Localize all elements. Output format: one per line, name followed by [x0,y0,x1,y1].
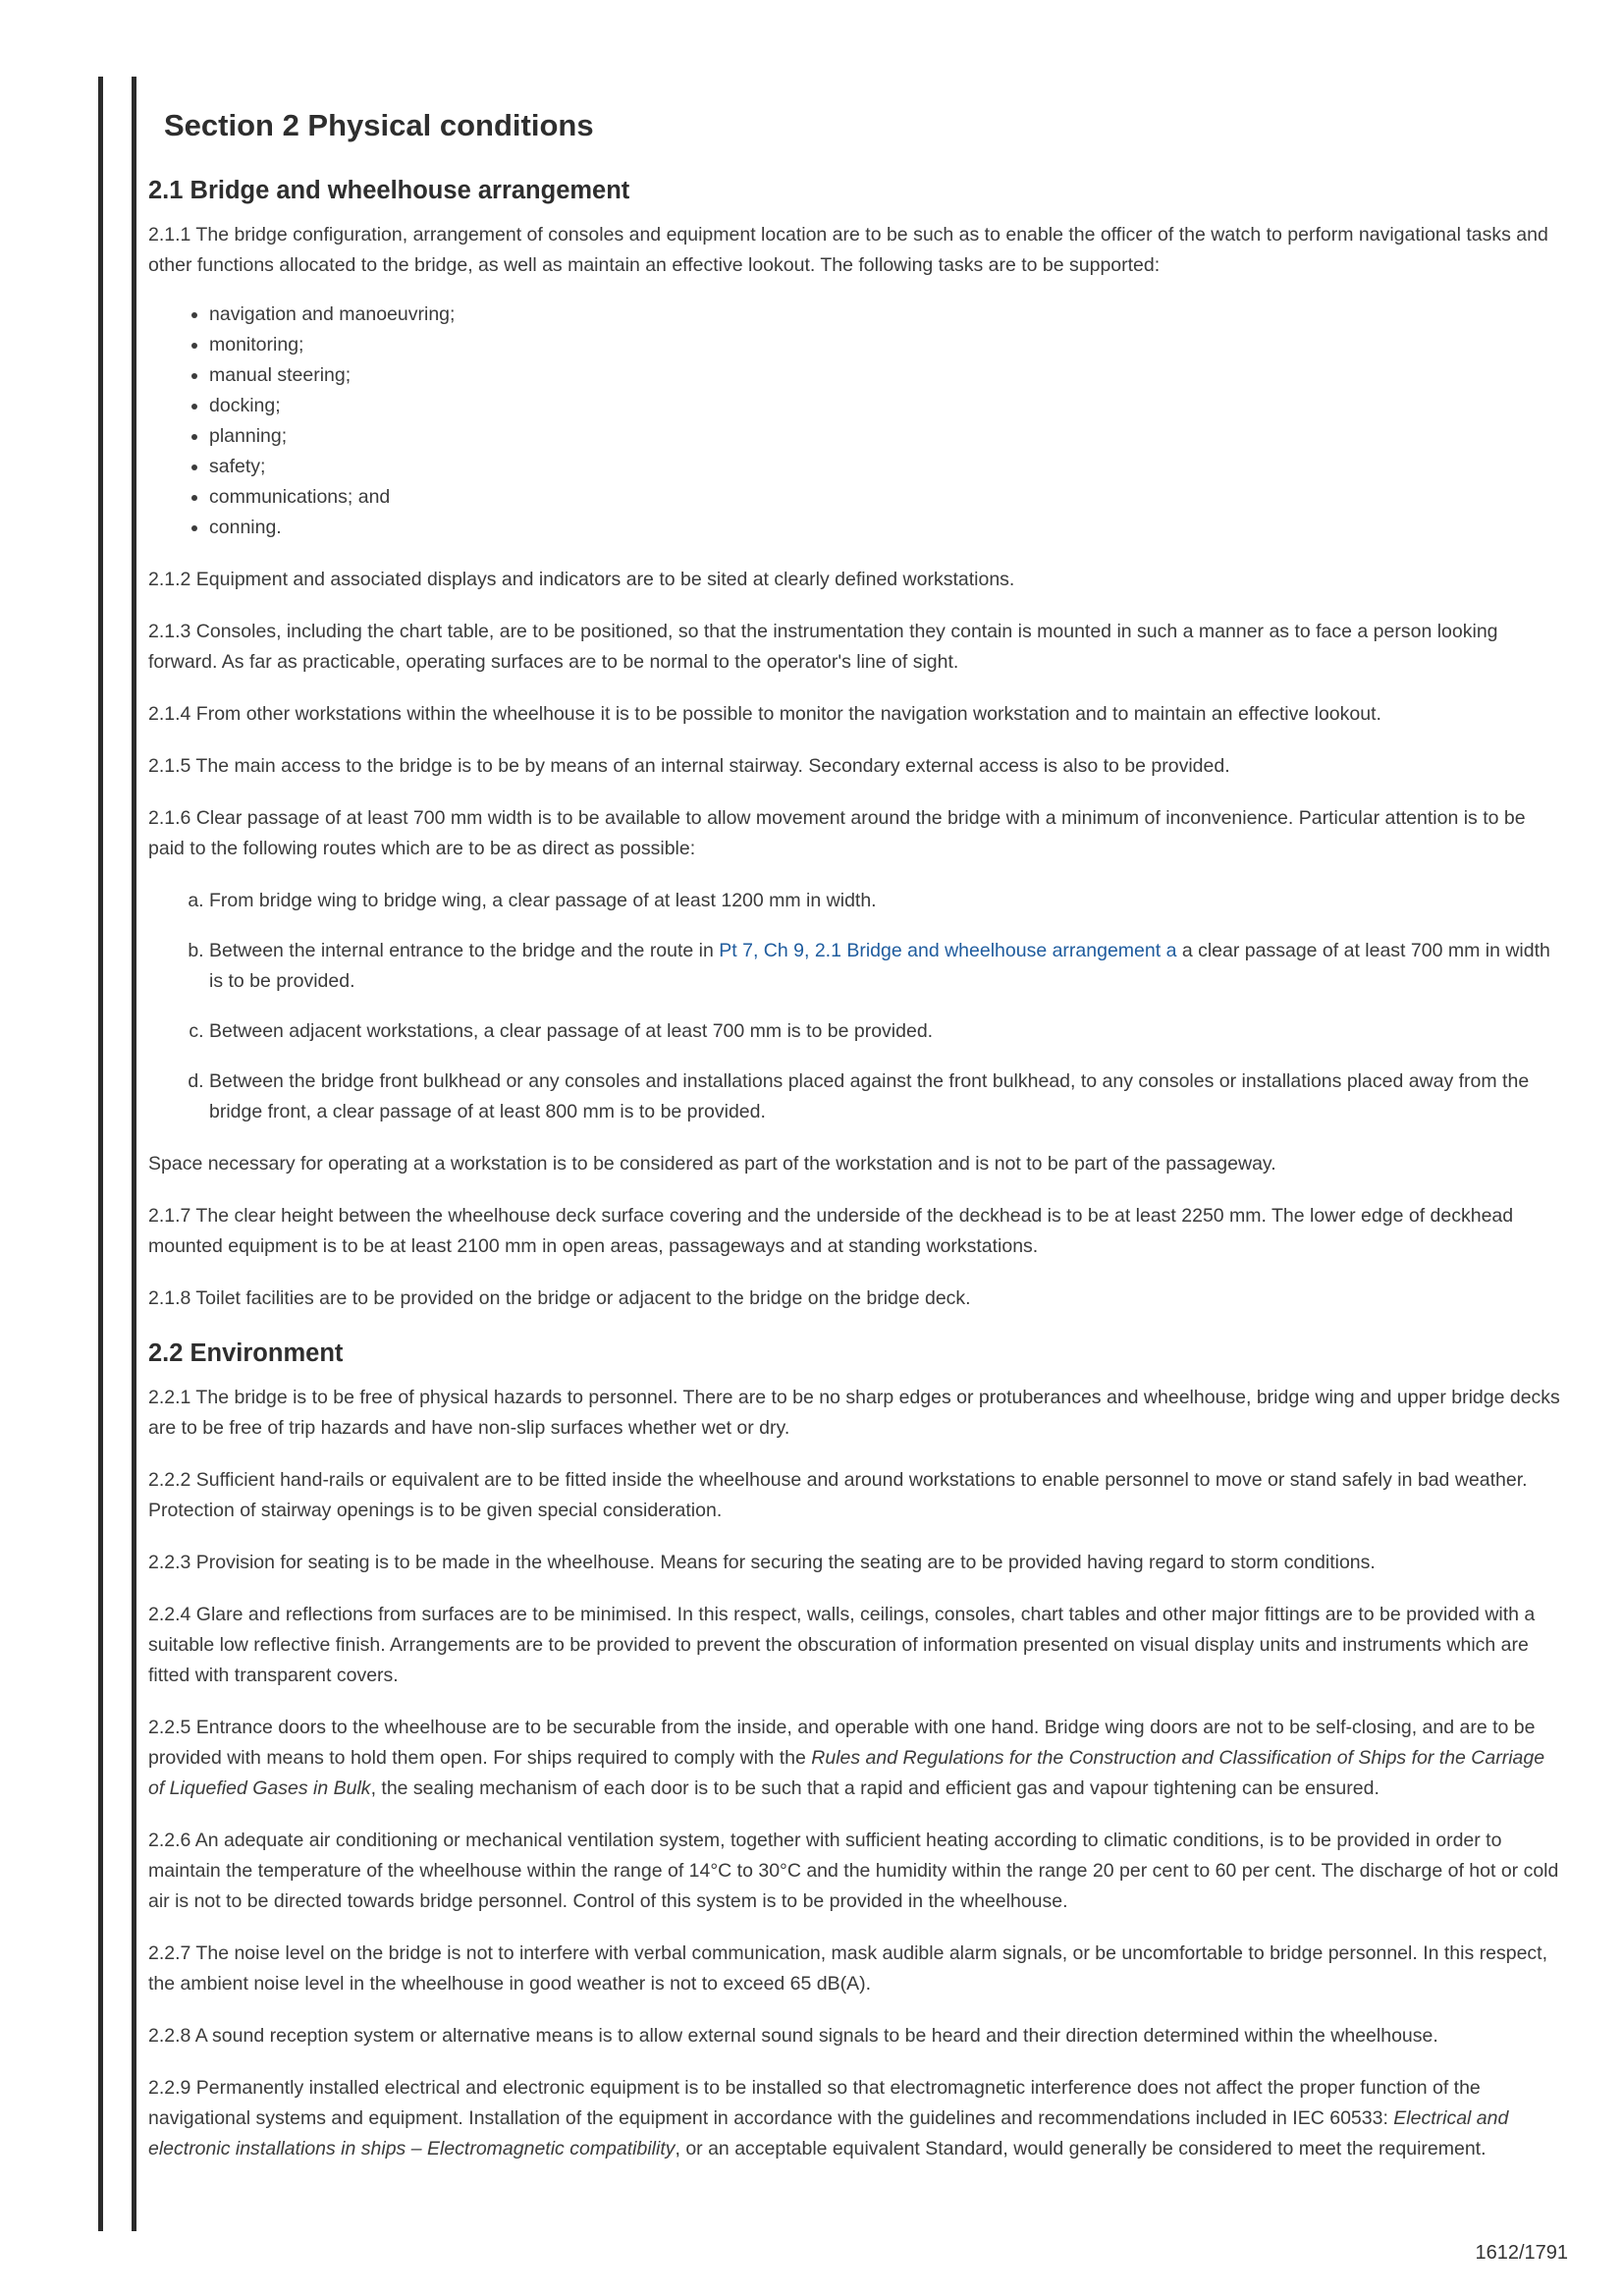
section-title: Section 2 Physical conditions [164,108,594,142]
para-space-note: Space necessary for operating at a workstation is to be considered as part of the workstation and is not to be part of the passageway. [148,1153,1276,1175]
heading-2-2: 2.2 Environment [148,1339,344,1367]
list-item: • docking; [209,391,1562,421]
para-2-2-9-start: 2.2.9 Permanently installed electrical and electronic equipment is to be installed so that electromagnetic interference does not affect the proper function of the navigational systems and equipment. Installation of the equipment in accordance with the guidelines and recommendations included in IEC 60533: [148,2077,1481,2129]
para-2-2-6: 2.2.6 An adequate air conditioning or mechanical ventilation system, together with sufficient heating according to climatic conditions, is to be provided in order to maintain the temperature of the wheelhouse within the range of 14°C to 30°C and the humidity within the range 20 per cent to 60 per cent. The discharge of hot or cold air is not to be directed towards bridge personnel. Control of this system is to be provided in the wheelhouse. [148,1830,1559,1912]
para-2-2-4: 2.2.4 Glare and reflections from surfaces are to be minimised. In this respect, walls, ceilings, consoles, chart tables and other major fittings are to be provided with a suitable low reflective finish. Arrangements are to be provided to prevent the obscuration of information presented on visual display units and instruments which are fitted with transparent covers. [148,1604,1536,1686]
task-list [148,300,1562,543]
para-2-1-6: 2.1.6 Clear passage of at least 700 mm width is to be available to allow movement around the bridge with a minimum of inconvenience. Particular attention is to be paid to the following routes which are to be as direct as possible: [148,807,1526,859]
route-d: d. Between the bridge front bulkhead or any consoles and installations placed against the front bulkhead, to any consoles or installations placed away from the bridge front, a clear passage of at least 800 mm is to be provided. [209,1066,1562,1127]
list-item: • manual steering; [209,360,1562,391]
route-b [209,936,1562,997]
para-2-2-5 [148,1713,1562,1804]
para-2-1-7: 2.1.7 The clear height between the wheelhouse deck surface covering and the underside of the deckhead is to be at least 2250 mm. The lower edge of deckhead mounted equipment is to be at least 2100 mm in open areas, passageways and at standing workstations. [148,1205,1514,1257]
route-c: c. Between adjacent workstations, a clear passage of at least 700 mm is to be provided. [209,1016,1562,1047]
left-margin-rule-inner [132,77,136,2231]
document-body [148,106,1562,2186]
para-2-2-3: 2.2.3 Provision for seating is to be made in the wheelhouse. Means for securing the seating are to be provided having regard to storm conditions. [148,1552,1376,1573]
para-2-2-7: 2.2.7 The noise level on the bridge is not to interfere with verbal communication, mask audible alarm signals, or be uncomfortable to bridge personnel. In this respect, the ambient noise level in the wheelhouse in good weather is not to exceed 65 dB(A). [148,1942,1547,1995]
para-2-2-5-end: , the sealing mechanism of each door is to be such that a rapid and efficient gas and vapour tightening can be ensured. [370,1777,1380,1799]
standard-title-italic: Electrical and electronic installations in ships – Electromagnetic compatibility [148,2107,1509,2159]
list-item: • navigation and manoeuvring; [209,300,1562,330]
left-margin-rule-outer [98,77,103,2231]
route-b-text-start: Between the internal entrance to the bridge and the route in [209,940,720,961]
list-item: • planning; [209,421,1562,452]
heading-2-1: 2.1 Bridge and wheelhouse arrangement [148,177,630,204]
para-2-1-5: 2.1.5 The main access to the bridge is to be by means of an internal stairway. Secondary external access is also to be provided. [148,755,1230,777]
para-2-2-1: 2.2.1 The bridge is to be free of physical hazards to personnel. There are to be no sharp edges or protuberances and wheelhouse, bridge wing and upper bridge decks are to be free of trip hazards and have non-slip surfaces whether wet or dry. [148,1387,1560,1439]
para-2-1-8: 2.1.8 Toilet facilities are to be provided on the bridge or adjacent to the bridge on the bridge deck. [148,1287,971,1309]
cross-reference-link[interactable]: Pt 7, Ch 9, 2.1 Bridge and wheelhouse arrangement a [719,940,1177,961]
rules-title-italic: Rules and Regulations for the Construction and Classification of Ships for the Carriage of Liquefied Gases in Bulk [148,1747,1545,1799]
para-2-1-2: 2.1.2 Equipment and associated displays and indicators are to be sited at clearly defined workstations. [148,569,1015,590]
para-2-2-5-start: 2.2.5 Entrance doors to the wheelhouse are to be securable from the inside, and operable with one hand. Bridge wing doors are not to be self-closing, and are to be provided with means to hold them open. For ships required to comply with the [148,1717,1536,1769]
para-2-1-3: 2.1.3 Consoles, including the chart table, are to be positioned, so that the instrumentation they contain is mounted in such a manner as to face a person looking forward. As far as practicable, operating surfaces are to be normal to the operator's line of sight. [148,621,1498,673]
route-a: a. From bridge wing to bridge wing, a clear passage of at least 1200 mm in width. [209,886,1562,916]
page-number: 1612/1791 [1475,2242,1568,2264]
routes-list [148,886,1562,1127]
para-2-2-8: 2.2.8 A sound reception system or alternative means is to allow external sound signals to be heard and their direction determined within the wheelhouse. [148,2025,1438,2047]
list-item: • conning. [209,513,1562,543]
para-2-2-9 [148,2073,1562,2164]
para-2-2-2: 2.2.2 Sufficient hand-rails or equivalent are to be fitted inside the wheelhouse and around workstations to enable personnel to move or stand safely in bad weather. Protection of stairway openings is to be given special consideration. [148,1469,1528,1521]
para-2-1-4: 2.1.4 From other workstations within the wheelhouse it is to be possible to monitor the navigation workstation and to maintain an effective lookout. [148,703,1381,725]
list-item: • safety; [209,452,1562,482]
para-2-1-1: 2.1.1 The bridge configuration, arrangement of consoles and equipment location are to be such as to enable the officer of the watch to perform navigational tasks and other functions allocated to the bridge, as well as maintain an effective lookout. The following tasks are to be supported: [148,224,1548,276]
para-2-2-9-end: , or an acceptable equivalent Standard, would generally be considered to meet the requirement. [675,2138,1487,2159]
list-item: • communications; and [209,482,1562,513]
list-item: • monitoring; [209,330,1562,360]
route-b-text-end: a clear passage of at least 700 mm in width is to be provided. [209,940,1550,992]
